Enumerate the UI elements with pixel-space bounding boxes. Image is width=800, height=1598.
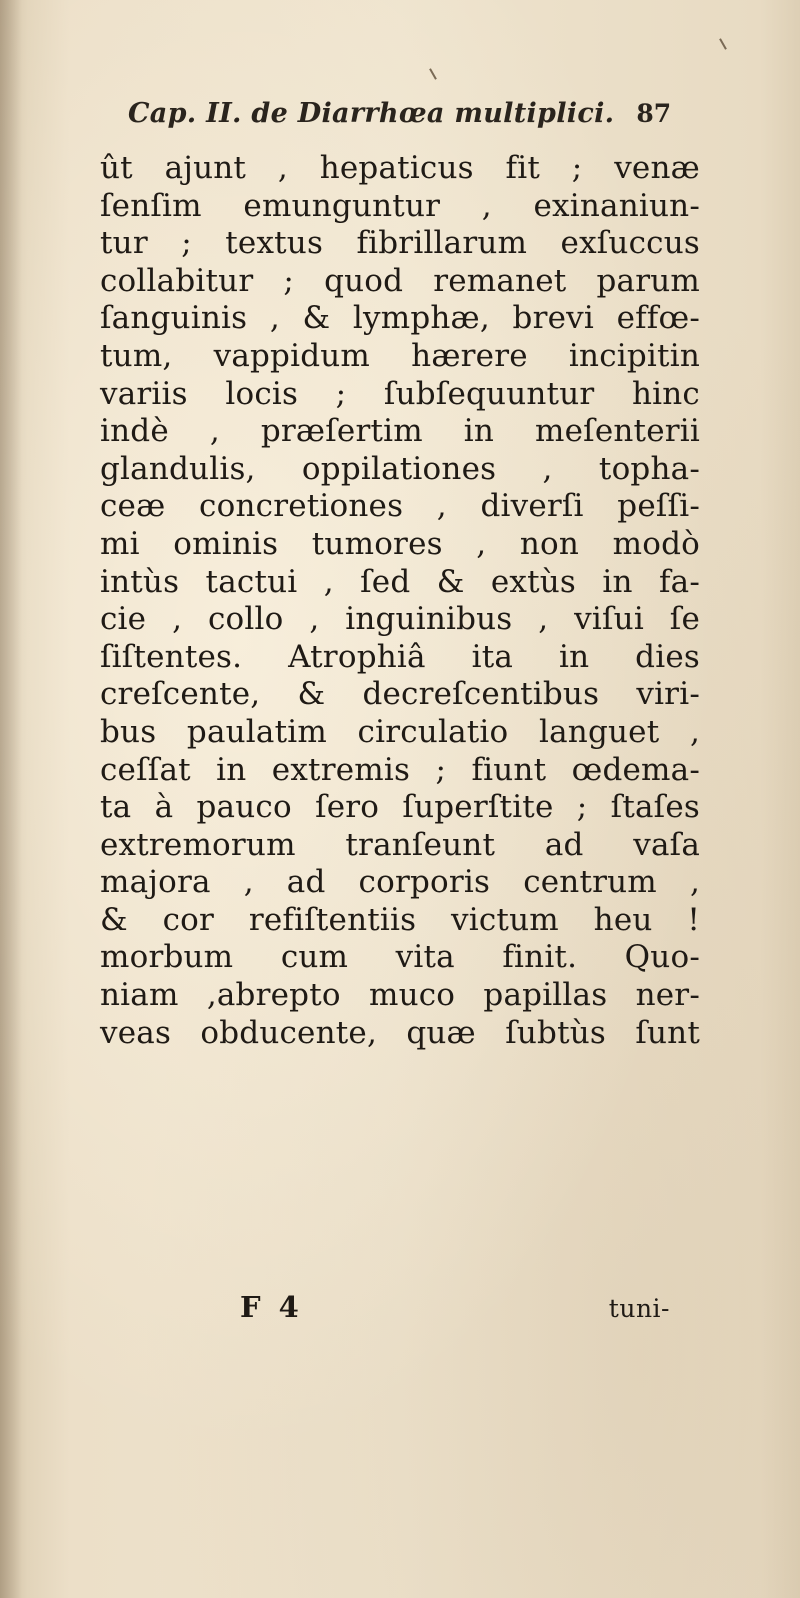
text-line: mi ominis tumores , non modò xyxy=(100,525,700,562)
text-line: ſanguinis , & lymphæ, brevi effœ- xyxy=(100,300,700,337)
text-line: ſiſtentes. Atrophiâ ita in dies xyxy=(100,638,700,675)
text-line: ceſſat in extremis ; fiunt œdema- xyxy=(100,751,700,788)
text-line: majora , ad corporis centrum , xyxy=(100,864,700,901)
text-line: ſenſim emunguntur , exinaniun- xyxy=(100,187,700,224)
text-line: indè , præſertim in meſenterii xyxy=(100,413,700,450)
text-line: cie , collo , inguinibus , viſui ſe xyxy=(100,601,700,638)
ink-speck xyxy=(429,68,437,79)
text-line: ceæ concretiones , diverſi peſſi- xyxy=(100,488,700,525)
text-line: & cor refiſtentiis victum heu ! xyxy=(100,901,700,938)
text-line: tum, vappidum hærere incipitin xyxy=(100,337,700,374)
text-line: niam ,abrepto muco papillas ner- xyxy=(100,977,700,1014)
text-line: intùs tactui , ſed & extùs in fa- xyxy=(100,563,700,600)
text-line: tur ; textus fibrillarum exſuccus xyxy=(100,225,700,262)
catchword: tuni- xyxy=(608,1294,670,1323)
text-line: veas obducente, quæ ſubtùs ſunt xyxy=(100,1014,700,1051)
text-line: bus paulatim circulatio languet , xyxy=(100,713,700,750)
text-line: ta à pauco ſero ſuperſtite ; ſtaſes xyxy=(100,789,700,826)
page-number: 87 xyxy=(636,99,672,128)
page-foot xyxy=(240,1290,670,1330)
gutter-shadow xyxy=(0,0,22,1598)
text-line: ût ajunt , hepaticus fit ; venæ xyxy=(100,150,700,186)
ink-speck xyxy=(719,38,727,49)
body-text xyxy=(100,150,700,1052)
text-line: creſcente, & decreſcentibus viri- xyxy=(100,676,700,713)
running-head-title: Cap. II. de Diarrhœa multiplici. xyxy=(128,98,615,129)
running-head xyxy=(128,98,688,138)
signature-mark: F 4 xyxy=(240,1290,303,1324)
text-line: extremorum tranſeunt ad vaſa xyxy=(100,826,700,863)
text-line: collabitur ; quod remanet parum xyxy=(100,262,700,299)
text-line: variis locis ; ſubſequuntur hinc xyxy=(100,375,700,412)
text-line: morbum cum vita finit. Quo- xyxy=(100,939,700,976)
text-line: glandulis, oppilationes , topha- xyxy=(100,450,700,487)
